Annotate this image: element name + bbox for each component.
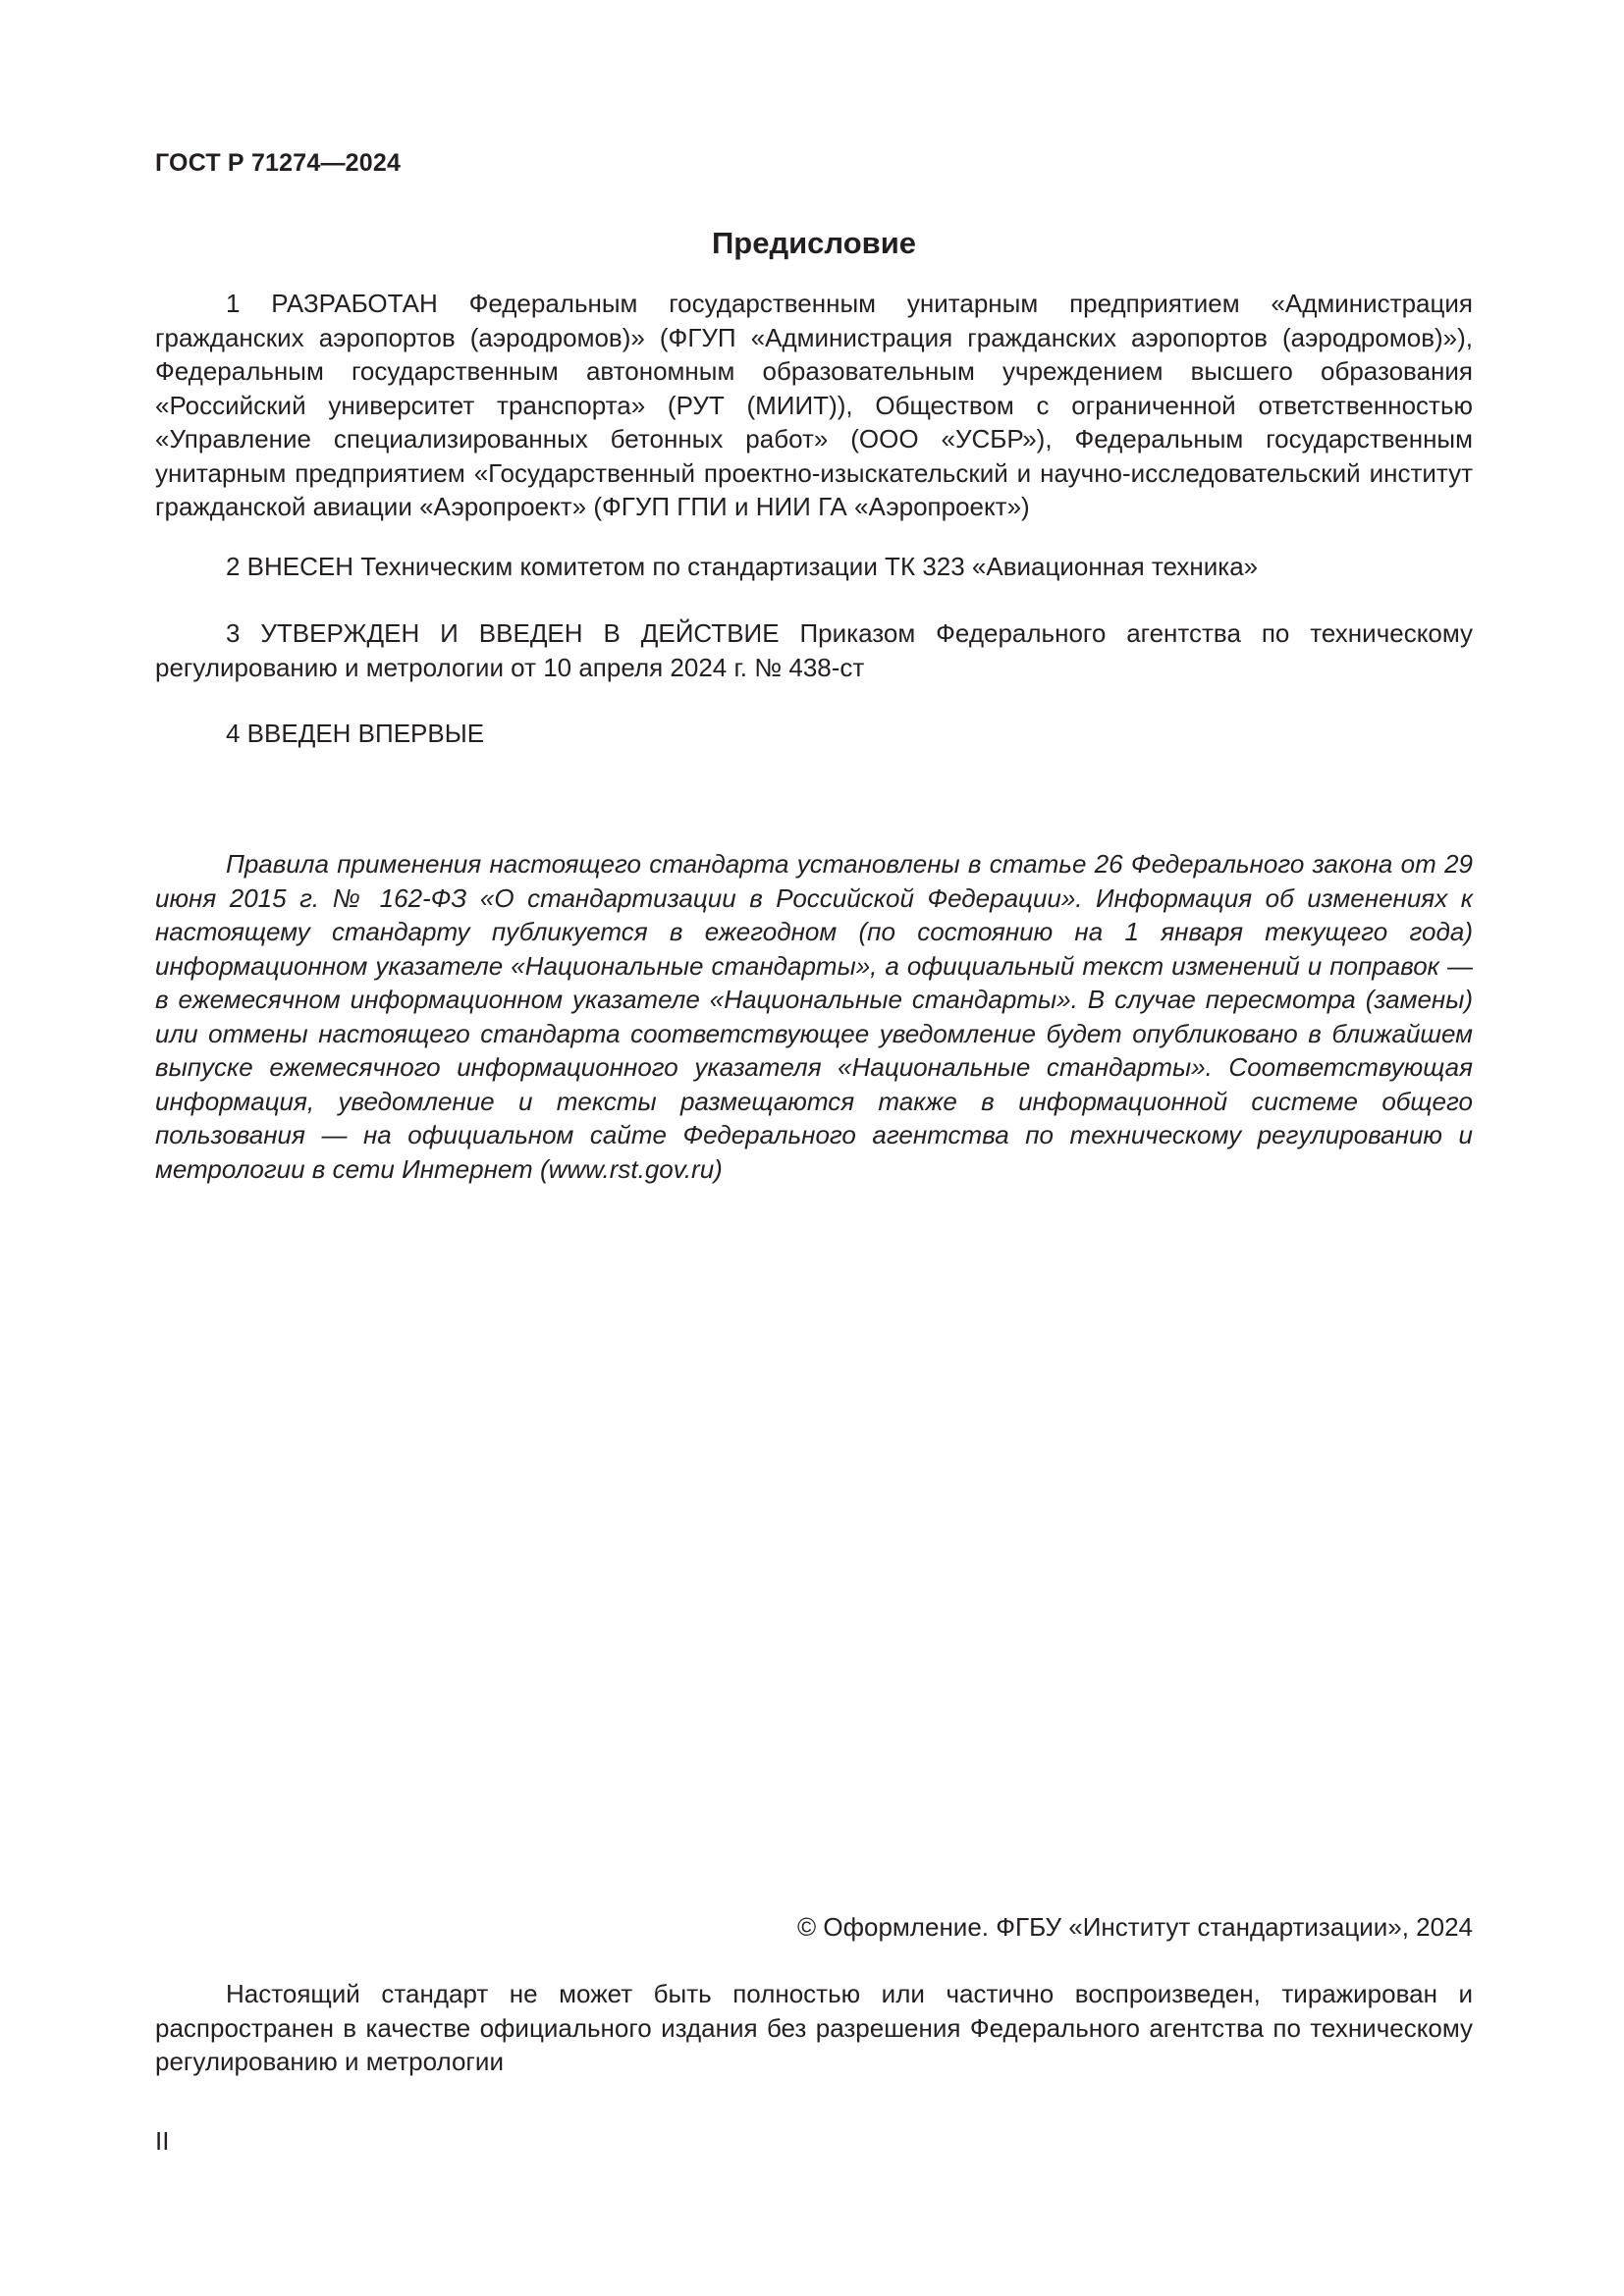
rules-note: Правила применения настоящего стандарта установлены в статье 26 Федерального закона от 29 июня 2015 г. № 162-ФЗ «О стандартизации в Российской Федерации». Информация об изменениях к настоящему стандарту публикуется в ежегодном (по состоянию на 1 января текущего года) информационном указателе «Национальные стандарты», а официальный текст изменений и поправок — в ежемесячном информационном указателе «Национальные стандарты». В случае пересмотра (замены) или отмены настоящего стандарта соответствующее уведомление будет опубликовано в ближайшем выпуске ежемесячного информационного указателя «Национальные стандарты». Соответствующая информация, уведомление и тексты размещаются также в информационной системе общего пользования — на официальном сайте Федерального агентства по техническому регулированию и метрологии в сети Интернет (www.rst.gov.ru) — [155, 849, 1473, 1184]
page-title: Предисловие — [711, 226, 916, 260]
foreword-item-1: 1 РАЗРАБОТАН Федеральным государственным унитарным предприятием «Администрация гражданских аэропортов (аэродромов)» (ФГУП «Администрация гражданских аэропортов (аэродромов)»), Федеральным государственным автономным образовательным учреждением высшего образования «Российский университет транспорта» (РУТ (МИИТ)), Обществом с ограниченной ответственностью «Управление специализированных бетонных работ» (ООО «УСБР»), Федеральным государственным унитарным предприятием «Государственный проектно-изыскательский и научно-исследовательский институт гражданской авиации «Аэропроект» (ФГУП ГПИ и НИИ ГА «Аэропроект») — [155, 289, 1473, 521]
page-number: II — [155, 2126, 170, 2156]
reproduction-notice: Настоящий стандарт не может быть полностью или частично воспроизведен, тиражирован и распространен в качестве официального издания без разрешения Федерального агентства по техническому регулированию и метрологии — [155, 1979, 1473, 2076]
foreword-item-3: 3 УТВЕРЖДЕН И ВВЕДЕН В ДЕЙСТВИЕ Приказом Федерального агентства по техническому регулированию и метрологии от 10 апреля 2024 г. № 438-ст — [155, 618, 1473, 682]
foreword-item-4: 4 ВВЕДЕН ВПЕРВЫЕ — [226, 719, 485, 748]
document-code: ГОСТ Р 71274—2024 — [155, 149, 402, 177]
copyright-line: © Оформление. ФГБУ «Институт стандартизации», 2024 — [797, 1912, 1473, 1942]
foreword-item-2: 2 ВНЕСЕН Техническим комитетом по стандартизации ТК 323 «Авиационная техника» — [226, 552, 1259, 581]
